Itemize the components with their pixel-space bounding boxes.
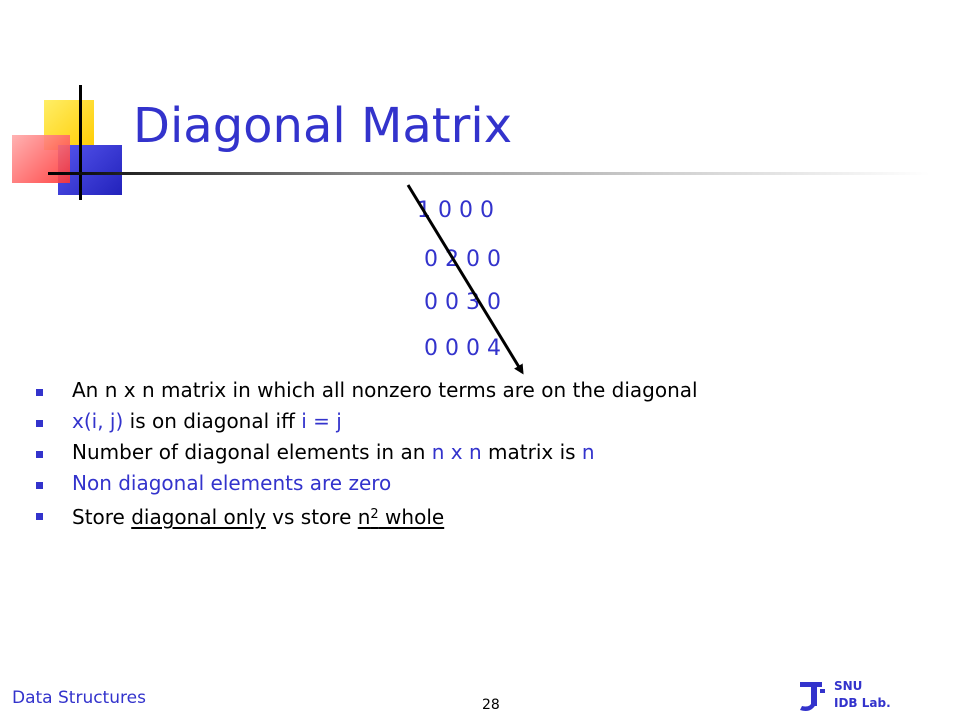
bullet-marker — [36, 389, 43, 396]
logo-text-line2: IDB Lab. — [834, 696, 891, 710]
slide-title: Diagonal Matrix — [133, 98, 513, 154]
logo-mark-icon — [796, 680, 828, 714]
bullet-item: Number of diagonal elements in an n x n matrix is n — [36, 437, 698, 468]
bullet-list — [36, 375, 698, 530]
bullet-item: Store diagonal only vs store $n^2$ whole — [36, 499, 698, 530]
bullet-item: Non diagonal elements are zero — [36, 468, 698, 499]
bullet-marker — [36, 482, 43, 489]
snu-idb-logo — [796, 676, 916, 716]
footer-course: Data Structures — [12, 688, 146, 708]
matrix-row-3: 0 0 3 0 — [424, 290, 501, 315]
bullet-marker — [36, 451, 43, 458]
logo-text-line1: SNU — [834, 679, 863, 693]
bullet-marker — [36, 513, 43, 520]
matrix-row-1: 1 0 0 0 — [417, 198, 494, 223]
bullet-marker — [36, 420, 43, 427]
bullet-item: x(i, j) is on diagonal iff i = j — [36, 406, 698, 437]
matrix-row-2: 0 2 0 0 — [424, 247, 501, 272]
page-number: 28 — [482, 697, 500, 713]
bullet-item: An n x n matrix in which all nonzero terms are on the diagonal — [36, 375, 698, 406]
matrix-row-4: 0 0 0 4 — [424, 336, 501, 361]
